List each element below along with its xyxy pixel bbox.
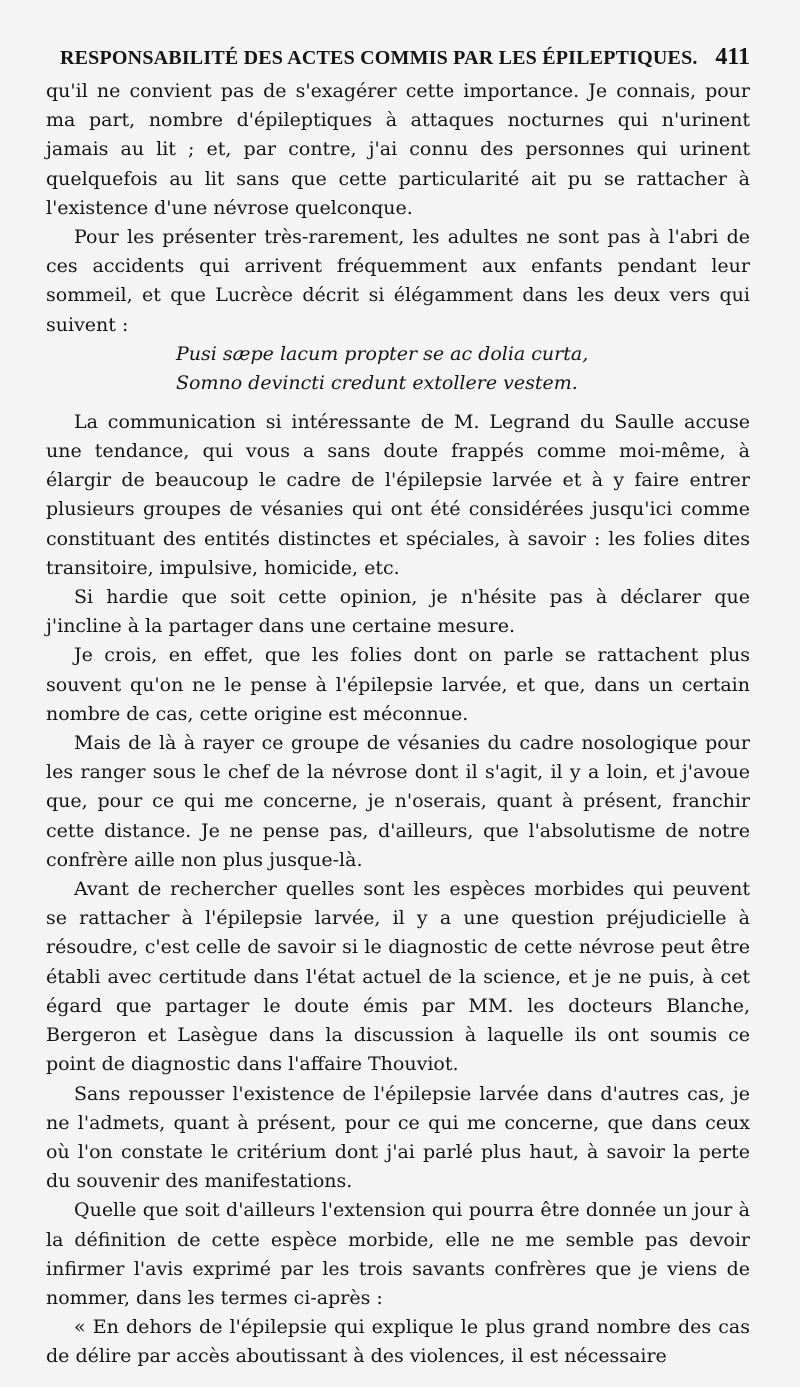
verse-line: Pusi sæpe lacum propter se ac dolia curta,	[176, 342, 589, 365]
page-number: 411	[715, 44, 750, 70]
running-head: RESPONSABILITÉ DES ACTES COMMIS PAR LES ÉPILEPTIQUES.	[60, 47, 698, 69]
paragraph: Sans repousser l'existence de l'épilepsie larvée dans d'autres cas, je ne l'admets, quant à présent, pour ce qui me concerne, que dans ceux où l'on constate le critérium dont j'ai parlé plus haut, à savoir la perte du souvenir des manifestations.	[46, 1082, 750, 1193]
verse-quotation	[176, 340, 750, 398]
paragraph: Si hardie que soit cette opinion, je n'hésite pas à déclarer que j'incline à la partager dans une certaine mesure.	[46, 586, 750, 638]
page-header	[60, 44, 750, 71]
paragraph: « En dehors de l'épilepsie qui explique le plus grand nombre des cas de délire par accès aboutissant à des violences, il est nécessaire	[46, 1316, 750, 1368]
paragraph: La communication si intéressante de M. Legrand du Saulle accuse une tendance, qui vous a sans doute frappés comme moi-même, à élargir de beaucoup le cadre de l'épilepsie larvée et à y faire entrer plusieurs groupes de vésanies qui ont été considérées jusqu'ici comme constituant des entités distinctes et spéciales, à savoir : les folies dites transitoire, impulsive, homicide, etc.	[46, 410, 750, 579]
body-text	[46, 77, 750, 1372]
paragraph: Mais de là à rayer ce groupe de vésanies du cadre nosologique pour les ranger sous le chef de la névrose dont il s'agit, il y a loin, et j'avoue que, pour ce qui me concerne, je n'oserais, quant à présent, franchir cette distance. Je ne pense pas, d'ailleurs, que l'absolutisme de notre confrère aille non plus jusque-là.	[46, 732, 750, 871]
paragraph: Pour les présenter très-rarement, les adultes ne sont pas à l'abri de ces accidents qui arrivent fréquemment aux enfants pendant leur sommeil, et que Lucrèce décrit si élégamment dans les deux vers qui suivent :	[46, 226, 750, 336]
verse-line: Somno devincti credunt extollere vestem.	[176, 371, 578, 394]
paragraph: Quelle que soit d'ailleurs l'extension qui pourra être donnée un jour à la définition de cette espèce morbide, elle ne me semble pas devoir infirmer l'avis exprimé par les trois savants confrères que je viens de nommer, dans les termes ci-après :	[46, 1199, 750, 1309]
paragraph: qu'il ne convient pas de s'exagérer cette importance. Je connais, pour ma part, nombre d'épileptiques à attaques nocturnes qui n'urinent jamais au lit ; et, par contre, j'ai connu des personnes qui urinent quelquefois au lit sans que cette particularité ait pu se rattacher à l'existence d'une névrose quelconque.	[46, 80, 750, 219]
paragraph: Je crois, en effet, que les folies dont on parle se rattachent plus souvent qu'on ne le pense à l'épilepsie larvée, et que, dans un certain nombre de cas, cette origine est méconnue.	[46, 644, 750, 725]
paragraph: Avant de rechercher quelles sont les espèces morbides qui peuvent se rattacher à l'épilepsie larvée, il y a une question préjudicielle à résoudre, c'est celle de savoir si le diagnostic de cette névrose peut être établi avec certitude dans l'état actuel de la science, et je ne puis, à cet égard que partager le doute émis par MM. les docteurs Blanche, Bergeron et Lasègue dans la discussion à laquelle ils ont soumis ce point de diagnostic dans l'affaire Thouviot.	[46, 878, 750, 1076]
